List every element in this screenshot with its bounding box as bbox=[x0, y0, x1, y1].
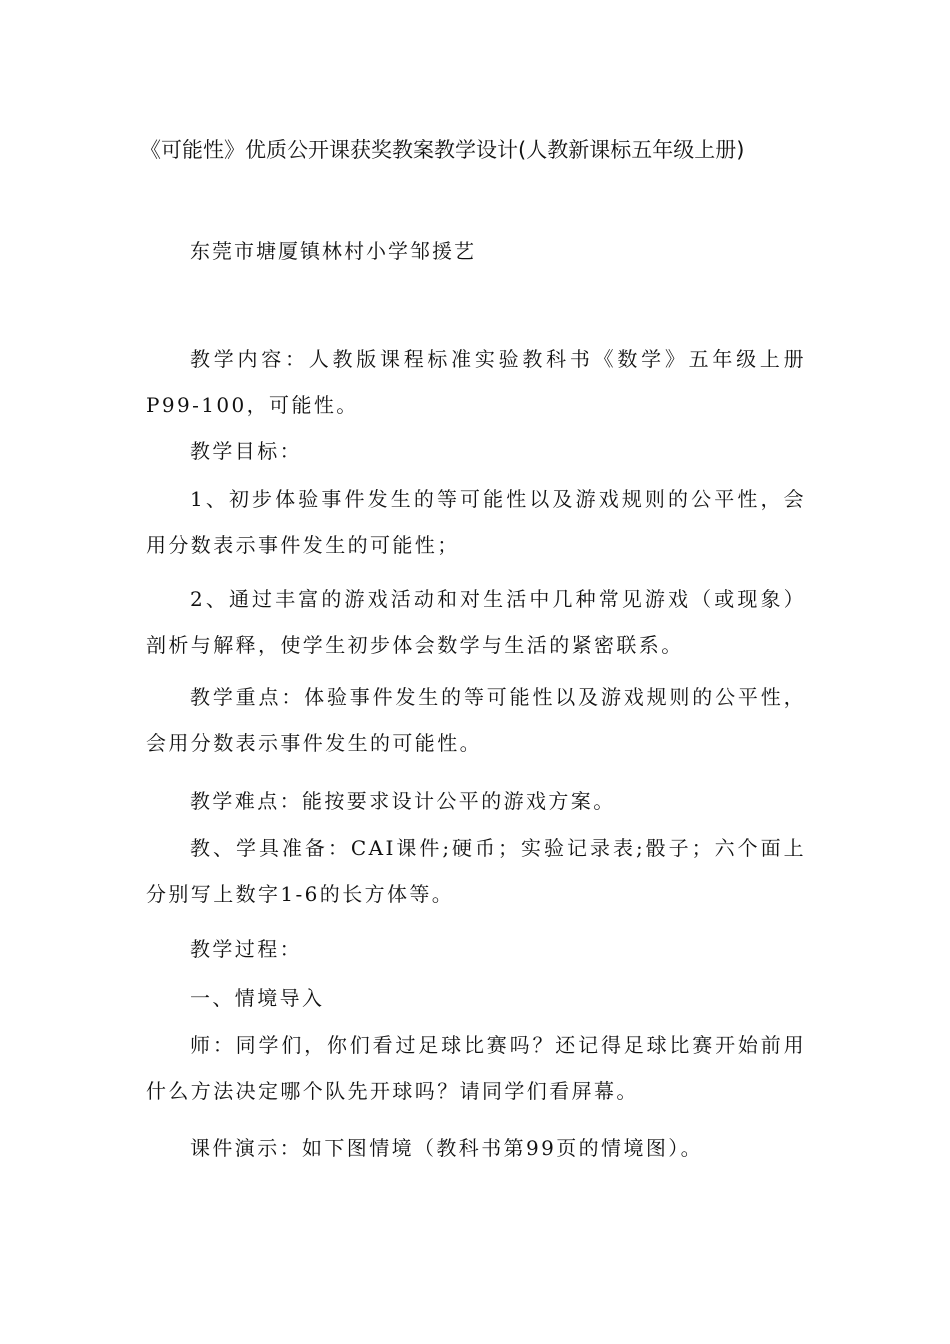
teaching-goals-heading: 教学目标： bbox=[190, 439, 302, 463]
goal-1-paragraph: 1、初步体验事件发生的等可能性以及游戏规则的公平性，会用分数表示事件发生的可能性； bbox=[146, 487, 806, 557]
teaching-content-paragraph: 教学内容：人教版课程标准实验教科书《数学》五年级上册P99-100，可能性。 bbox=[146, 347, 806, 417]
difficulty-line: 教学难点：能按要求设计公平的游戏方案。 bbox=[190, 789, 616, 813]
courseware-demo-line: 课件演示：如下图情境（教科书第99页的情境图）。 bbox=[190, 1136, 704, 1160]
key-point-paragraph: 教学重点：体验事件发生的等可能性以及游戏规则的公平性，会用分数表示事件发生的可能性。 bbox=[146, 685, 806, 755]
teacher-dialogue-paragraph: 师：同学们，你们看过足球比赛吗？还记得足球比赛开始前用什么方法决定哪个队先开球吗？请同学们看屏幕。 bbox=[146, 1033, 806, 1103]
document-title: 《可能性》优质公开课获奖教案教学设计(人教新课标五年级上册) bbox=[140, 138, 745, 162]
author-line: 东莞市塘厦镇林村小学邹援艺 bbox=[190, 239, 476, 263]
goal-2-paragraph: 2、通过丰富的游戏活动和对生活中几种常见游戏（或现象）剖析与解释，使学生初步体会数学与生活的紧密联系。 bbox=[146, 587, 806, 657]
preparation-paragraph: 教、学具准备：CAI课件;硬币；实验记录表;骰子；六个面上分别写上数字1-6的长方体等。 bbox=[146, 836, 806, 906]
section-1-heading: 一、情境导入 bbox=[190, 986, 325, 1010]
process-heading: 教学过程： bbox=[190, 937, 302, 961]
